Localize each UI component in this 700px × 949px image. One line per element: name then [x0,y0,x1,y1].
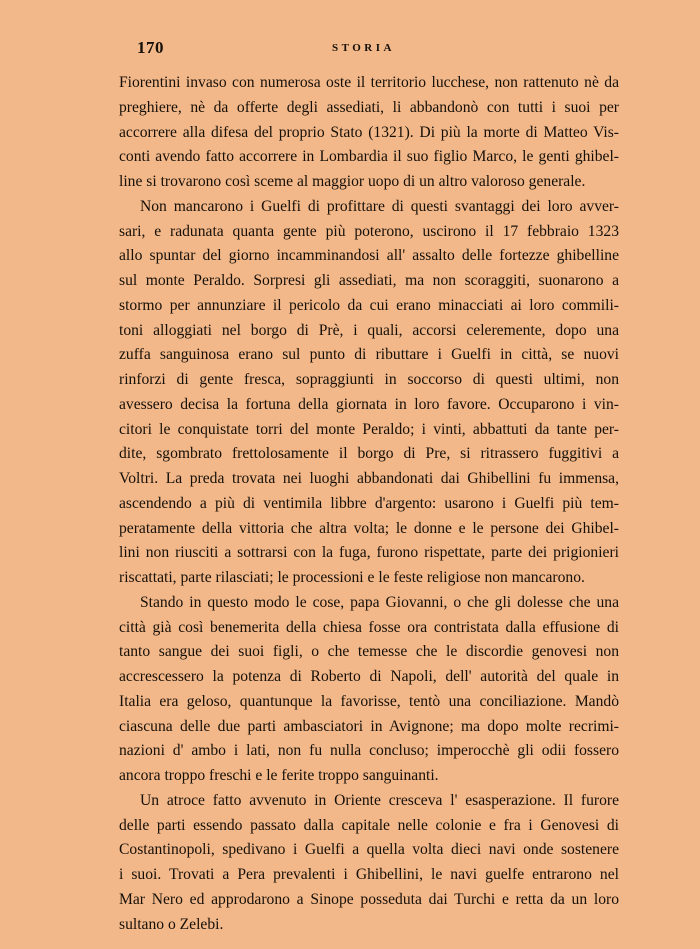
text-line: Italia era geloso, quantunque la favorisse, tentò una conciliazione. Mandò [119,692,619,710]
text-line: peratamente della vittoria che altra volta; le donne e le persone dei Ghibel- [119,519,619,537]
page-header [119,38,619,62]
body-text [119,71,619,937]
text-line: sari, e radunata quanta gente più poterono, uscirono il 17 febbraio 1323 [119,222,619,240]
text-line: Costantinopoli, spedivano i Guelfi a quella volta dieci navi onde sostenere [119,841,619,859]
text-line: stormo per annunziare il pericolo da cui erano minacciati ai loro commili- [119,296,619,314]
text-line: lini non riusciti a sottrarsi con la fuga, furono rispettate, parte dei prigionieri [119,544,619,562]
text-line: dite, sgombrato frettolosamente il borgo di Pre, si ritrassero fuggitivi a [119,445,619,463]
text-line: ciascuna delle due parti ambasciatori in Avignone; ma dopo molte recrimi- [119,717,619,735]
text-line: tanto sangue dei suoi figli, o che temesse che le discordie genovesi non [119,643,619,661]
text-line: zuffa sanguinosa erano sul punto di ributtare i Guelfi in città, se nuovi [119,346,619,364]
text-line: conti avendo fatto accorrere in Lombardia il suo figlio Marco, le genti ghibel- [119,148,619,166]
page-number: 170 [137,38,164,57]
text-line: toni alloggiati nel borgo di Prè, i quali, accorsi celeremente, dopo una [119,321,619,339]
text-line: Un atroce fatto avvenuto in Oriente cresceva l' esasperazione. Il furore [140,791,619,809]
text-line: rinforzi di gente fresca, sopraggiunti in soccorso di questi ultimi, non [119,371,619,388]
text-line: Stando in questo modo le cose, papa Giovanni, o che gli dolesse che una [140,593,619,611]
text-line: Voltri. La preda trovata nei luoghi abbandonati dai Ghibellini fu immensa, [119,470,619,487]
text-line: citori le conquistate torri del monte Peraldo; i vinti, abbattuti da tante per- [119,420,619,438]
text-line: Mar Nero ed approdarono a Sinope posseduta dai Turchi e retta da un loro [119,890,619,908]
text-line: line si trovarono così sceme al maggior uopo di un altro valoroso generale. [119,173,586,190]
text-line: sul monte Peraldo. Sorpresi gli assediati, ma non scoraggiti, suonarono a [119,272,619,289]
paragraph [119,591,619,789]
text-line: ascendendo a più di ventimila libbre d'argento: usarono i Guelfi più tem- [119,494,619,512]
text-line: città già così benemerita della chiesa fosse ora contristata dalla effusione di [119,618,619,636]
text-line: riscattati, parte rilasciati; le processioni e le feste religiose non mancarono. [119,569,585,586]
text-line: sultano o Zelebi. [119,915,224,933]
running-head: STORIA [332,42,395,54]
paragraph [119,195,619,591]
text-line: accrescessero la potenza di Roberto di Napoli, dell' autorità del quale in [119,668,619,685]
text-line: Fiorentini invaso con numerosa oste il territorio lucchese, non rattenuto nè da [119,74,619,91]
text-line: avessero decisa la fortuna della giornata in loro favore. Occuparono i vin- [119,395,619,413]
text-line: nazioni d' ambo i lati, non fu nulla concluso; imperocchè gli odii fossero [119,742,619,760]
paragraph [119,789,619,938]
text-line: preghiere, nè da offerte degli assediati, li abbandonò con tutti i suoi per [119,98,619,116]
text-line: i suoi. Trovati a Pera prevalenti i Ghibellini, le navi guelfe entrarono nel [119,866,619,883]
text-line: ancora troppo freschi e le ferite troppo sanguinanti. [119,767,439,784]
text-line: allo spuntar del giorno incamminandosi all' assalto delle fortezze ghibelline [119,247,619,265]
text-line: Non mancarono i Guelfi di profittare di questi svantaggi dei loro avver- [140,197,619,215]
paragraph [119,71,619,195]
text-line: delle parti essendo passato dalla capitale nelle colonie e fra i Genovesi di [119,816,619,834]
text-line: accorrere alla difesa del proprio Stato (1321). Di più la morte di Matteo Vis- [119,123,619,141]
